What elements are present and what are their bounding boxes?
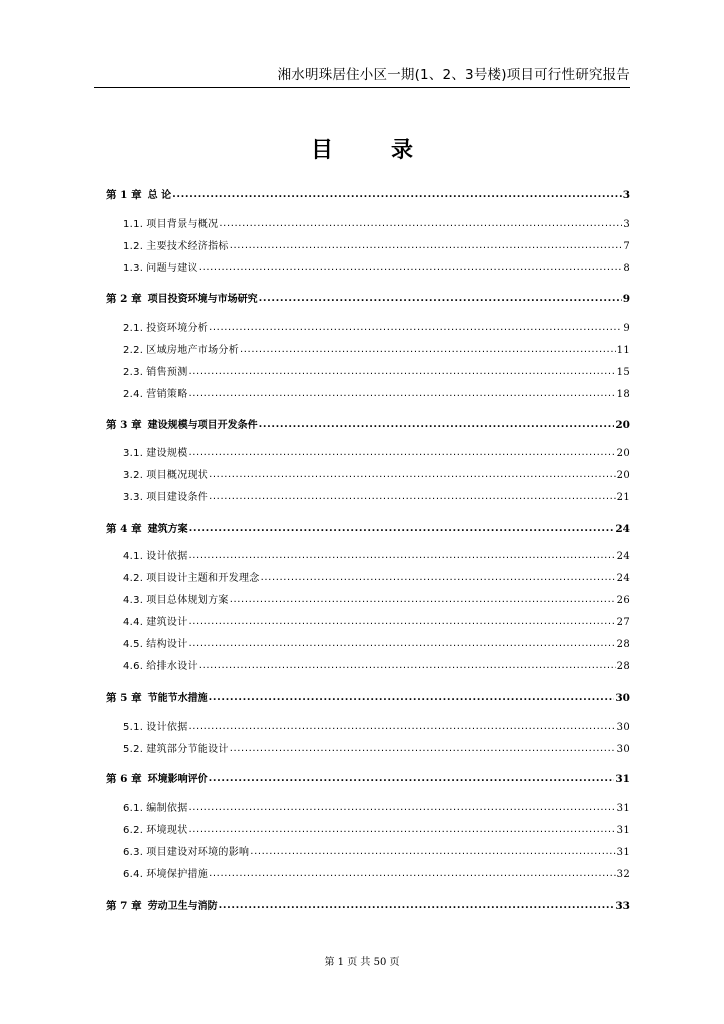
toc-dot-leader bbox=[189, 822, 616, 838]
toc-dot-leader bbox=[189, 386, 616, 402]
toc-dot-leader bbox=[189, 364, 616, 380]
toc-entry-number: 4.6. bbox=[123, 661, 144, 672]
toc-entry-page-number: 9 bbox=[622, 293, 630, 305]
toc-dot-leader bbox=[199, 658, 616, 674]
toc-section-entry[interactable] bbox=[123, 321, 630, 337]
toc-entry-number: 2.3. bbox=[123, 367, 144, 378]
toc-entry-number: 第 6 章 bbox=[106, 773, 142, 785]
toc-entry-label: 环境影响评价 bbox=[147, 774, 208, 785]
toc-entry-label: 建筑方案 bbox=[147, 524, 188, 535]
toc-entry-label: 项目概况现状 bbox=[146, 470, 209, 481]
toc-entry-label: 建设规模与项目开发条件 bbox=[147, 420, 258, 431]
toc-entry-page-number: 28 bbox=[616, 639, 630, 650]
toc-dot-leader bbox=[230, 592, 616, 608]
toc-entry-page-number: 15 bbox=[616, 367, 630, 378]
toc-section-entry[interactable] bbox=[123, 571, 630, 587]
toc-entry-label: 给排水设计 bbox=[146, 661, 198, 672]
toc-dot-leader bbox=[209, 467, 616, 483]
toc-dot-leader bbox=[209, 689, 615, 705]
toc-entry-page-number: 3 bbox=[623, 219, 630, 230]
toc-entry-page-number: 9 bbox=[623, 323, 630, 334]
toc-dot-leader bbox=[209, 320, 622, 336]
toc-entry-number: 5.2. bbox=[123, 744, 144, 755]
toc-dot-leader bbox=[189, 614, 616, 630]
toc-chapter-entry[interactable] bbox=[106, 521, 630, 537]
toc-dot-leader bbox=[219, 216, 622, 232]
toc-entry-label: 项目总体规划方案 bbox=[146, 595, 229, 606]
toc-entry-label: 项目建设条件 bbox=[146, 492, 209, 503]
toc-dot-leader bbox=[259, 290, 622, 306]
toc-entry-number: 3.2. bbox=[123, 470, 144, 481]
toc-entry-label: 编制依据 bbox=[146, 803, 188, 814]
page-footer: 第 1 页 共 50 页 bbox=[324, 957, 400, 968]
toc-entry-label: 环境现状 bbox=[146, 825, 188, 836]
toc-dot-leader bbox=[219, 897, 615, 913]
toc-section-entry[interactable] bbox=[123, 549, 630, 565]
toc-section-entry[interactable] bbox=[123, 387, 630, 403]
toc-entry-number: 4.1. bbox=[123, 551, 144, 562]
toc-dot-leader bbox=[209, 866, 616, 882]
toc-entry-page-number: 11 bbox=[616, 345, 630, 356]
toc-dot-leader bbox=[240, 342, 616, 358]
toc-dot-leader bbox=[199, 260, 623, 276]
toc-entry-number: 3.1. bbox=[123, 448, 144, 459]
toc-chapter-entry[interactable] bbox=[106, 771, 630, 787]
toc-entry-number: 6.2. bbox=[123, 825, 144, 836]
toc-entry-label: 项目背景与概况 bbox=[146, 219, 219, 230]
toc-dot-leader bbox=[209, 489, 616, 505]
toc-entry-number: 2.1. bbox=[123, 323, 144, 334]
toc-dot-leader bbox=[209, 770, 615, 786]
toc-entry-page-number: 32 bbox=[616, 869, 630, 880]
header-title: 湘水明珠居住小区一期(1、2、3号楼)项目可行性研究报告 bbox=[277, 67, 630, 83]
toc-title-char-2: 录 bbox=[391, 138, 414, 163]
toc-entry-number: 6.1. bbox=[123, 803, 144, 814]
toc-entry-number: 2.4. bbox=[123, 389, 144, 400]
toc-dot-leader bbox=[261, 570, 616, 586]
toc-entry-page-number: 20 bbox=[615, 419, 630, 431]
toc-entry-number: 4.4. bbox=[123, 617, 144, 628]
toc-entry-page-number: 20 bbox=[616, 470, 630, 481]
toc-entry-number: 第 2 章 bbox=[106, 293, 142, 305]
toc-section-entry[interactable] bbox=[123, 867, 630, 883]
toc-dot-leader bbox=[230, 238, 623, 254]
toc-entry-number: 2.2. bbox=[123, 345, 144, 356]
toc-entry-number: 4.2. bbox=[123, 573, 144, 584]
toc-entry-number: 第 3 章 bbox=[106, 419, 142, 431]
toc-entry-label: 销售预测 bbox=[146, 367, 188, 378]
toc-entry-number: 第 7 章 bbox=[106, 900, 142, 912]
toc-section-entry[interactable] bbox=[123, 659, 630, 675]
toc-entry-number: 3.3. bbox=[123, 492, 144, 503]
toc-entry-page-number: 31 bbox=[616, 847, 630, 858]
toc-section-entry[interactable] bbox=[123, 261, 630, 277]
toc-entry-page-number: 3 bbox=[622, 189, 630, 201]
toc-section-entry[interactable] bbox=[123, 720, 630, 736]
toc-entry-page-number: 30 bbox=[615, 692, 630, 704]
toc-dot-leader bbox=[189, 719, 616, 735]
toc-entry-label: 项目建设对环境的影响 bbox=[146, 847, 250, 858]
toc-entry-number: 1.2. bbox=[123, 241, 144, 252]
toc-entry-page-number: 20 bbox=[616, 448, 630, 459]
toc-entry-label: 设计依据 bbox=[146, 722, 188, 733]
toc-entry-number: 1.3. bbox=[123, 263, 144, 274]
toc-entry-page-number: 31 bbox=[616, 825, 630, 836]
toc-entry-label: 建筑部分节能设计 bbox=[146, 744, 229, 755]
toc-section-entry[interactable] bbox=[123, 823, 630, 839]
toc-dot-leader bbox=[189, 800, 616, 816]
toc-dot-leader bbox=[189, 636, 616, 652]
toc-entry-label: 劳动卫生与消防 bbox=[147, 901, 218, 912]
toc-entry-number: 6.4. bbox=[123, 869, 144, 880]
toc-entry-page-number: 7 bbox=[623, 241, 630, 252]
toc-section-entry[interactable] bbox=[123, 217, 630, 233]
toc-entry-label: 营销策略 bbox=[146, 389, 188, 400]
toc-entry-page-number: 21 bbox=[616, 492, 630, 503]
toc-entry-label: 结构设计 bbox=[146, 639, 188, 650]
toc-section-entry[interactable] bbox=[123, 637, 630, 653]
toc-section-entry[interactable] bbox=[123, 468, 630, 484]
toc-dot-leader bbox=[230, 741, 616, 757]
toc-entry-page-number: 18 bbox=[616, 389, 630, 400]
toc-entry-page-number: 30 bbox=[616, 744, 630, 755]
toc-entry-label: 总 论 bbox=[147, 190, 172, 201]
toc-entry-number: 第 4 章 bbox=[106, 523, 142, 535]
toc-dot-leader bbox=[172, 186, 622, 202]
toc-dot-leader bbox=[259, 416, 615, 432]
toc-entry-page-number: 27 bbox=[616, 617, 630, 628]
toc-entry-page-number: 24 bbox=[616, 551, 630, 562]
toc-entry-page-number: 33 bbox=[615, 900, 630, 912]
toc-entry-page-number: 28 bbox=[616, 661, 630, 672]
toc-entry-label: 环境保护措施 bbox=[146, 869, 209, 880]
toc-entry-label: 节能节水措施 bbox=[147, 693, 208, 704]
toc-section-entry[interactable] bbox=[123, 615, 630, 631]
toc-entry-label: 区域房地产市场分析 bbox=[146, 345, 239, 356]
toc-section-entry[interactable] bbox=[123, 446, 630, 462]
toc-entry-label: 项目设计主题和开发理念 bbox=[146, 573, 260, 584]
toc-chapter-entry[interactable] bbox=[106, 417, 630, 433]
toc-entry-number: 4.5. bbox=[123, 639, 144, 650]
toc-section-entry[interactable] bbox=[123, 742, 630, 758]
toc-entry-number: 第 5 章 bbox=[106, 692, 142, 704]
toc-entry-page-number: 30 bbox=[616, 722, 630, 733]
toc-entry-page-number: 31 bbox=[615, 773, 630, 785]
toc-entry-label: 主要技术经济指标 bbox=[146, 241, 229, 252]
toc-section-entry[interactable] bbox=[123, 343, 630, 359]
toc-section-entry[interactable] bbox=[123, 845, 630, 861]
toc-entry-page-number: 24 bbox=[616, 573, 630, 584]
toc-dot-leader bbox=[189, 520, 615, 536]
toc-entry-label: 问题与建议 bbox=[146, 263, 198, 274]
toc-entry-number: 1.1. bbox=[123, 219, 144, 230]
toc-entry-number: 4.3. bbox=[123, 595, 144, 606]
toc-chapter-entry[interactable] bbox=[106, 898, 630, 914]
toc-entry-label: 建设规模 bbox=[146, 448, 188, 459]
toc-section-entry[interactable] bbox=[123, 593, 630, 609]
toc-entry-number: 6.3. bbox=[123, 847, 144, 858]
toc-title-char-1: 目 bbox=[310, 138, 333, 163]
toc-chapter-entry[interactable] bbox=[106, 690, 630, 706]
toc-section-entry[interactable] bbox=[123, 490, 630, 506]
toc-entry-label: 设计依据 bbox=[146, 551, 188, 562]
toc-title bbox=[0, 133, 724, 164]
toc-entry-label: 建筑设计 bbox=[146, 617, 188, 628]
toc-dot-leader bbox=[250, 844, 615, 860]
toc-entry-label: 项目投资环境与市场研究 bbox=[147, 294, 258, 305]
toc-entry-number: 5.1. bbox=[123, 722, 144, 733]
page-header bbox=[94, 60, 630, 88]
toc-dot-leader bbox=[189, 445, 616, 461]
toc-entry-number: 第 1 章 bbox=[106, 189, 142, 201]
toc-dot-leader bbox=[189, 548, 616, 564]
toc-section-entry[interactable] bbox=[123, 239, 630, 255]
toc-entry-page-number: 31 bbox=[616, 803, 630, 814]
toc-section-entry[interactable] bbox=[123, 801, 630, 817]
toc-entry-page-number: 8 bbox=[623, 263, 630, 274]
toc-section-entry[interactable] bbox=[123, 365, 630, 381]
toc-entry-page-number: 24 bbox=[615, 523, 630, 535]
toc-entry-page-number: 26 bbox=[616, 595, 630, 606]
toc-chapter-entry[interactable] bbox=[106, 187, 630, 203]
toc-chapter-entry[interactable] bbox=[106, 291, 630, 307]
toc-entry-label: 投资环境分析 bbox=[146, 323, 209, 334]
